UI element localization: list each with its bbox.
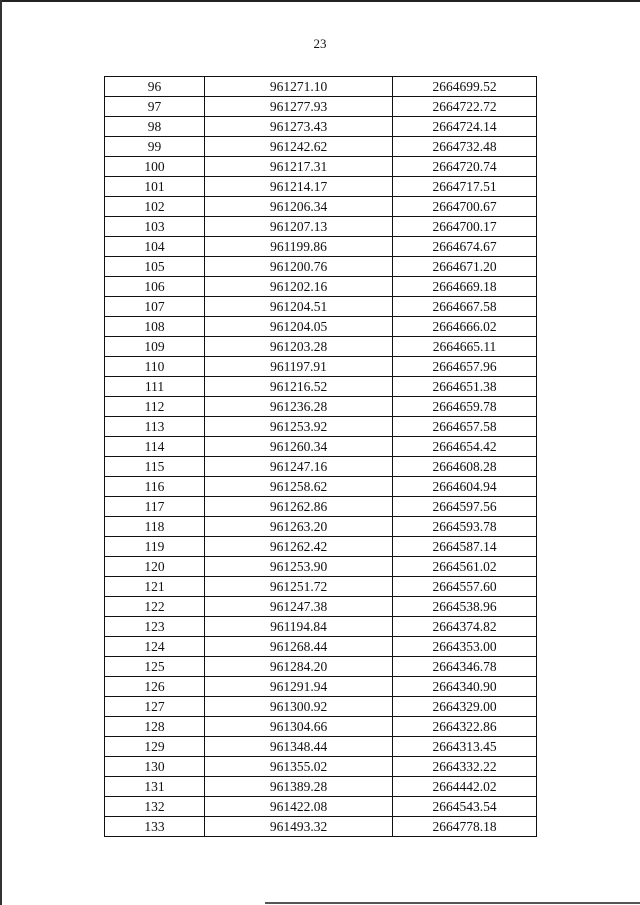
point-number-cell: 103 — [105, 217, 205, 237]
y-coordinate-cell: 2664659.78 — [393, 397, 537, 417]
y-coordinate-cell: 2664674.67 — [393, 237, 537, 257]
y-coordinate-cell: 2664322.86 — [393, 717, 537, 737]
y-coordinate-cell: 2664557.60 — [393, 577, 537, 597]
y-coordinate-cell: 2664732.48 — [393, 137, 537, 157]
y-coordinate-cell: 2664720.74 — [393, 157, 537, 177]
point-number-cell: 96 — [105, 77, 205, 97]
x-coordinate-cell: 961262.86 — [205, 497, 393, 517]
point-number-cell: 124 — [105, 637, 205, 657]
y-coordinate-cell: 2664699.52 — [393, 77, 537, 97]
y-coordinate-cell: 2664332.22 — [393, 757, 537, 777]
page-number: 23 — [313, 36, 327, 51]
table-row — [105, 797, 537, 817]
table-row — [105, 757, 537, 777]
point-number-cell: 114 — [105, 437, 205, 457]
y-coordinate-cell: 2664700.17 — [393, 217, 537, 237]
point-number-cell: 121 — [105, 577, 205, 597]
point-number-cell: 126 — [105, 677, 205, 697]
y-coordinate-cell: 2664666.02 — [393, 317, 537, 337]
point-number-cell: 129 — [105, 737, 205, 757]
point-number-cell: 105 — [105, 257, 205, 277]
y-coordinate-cell: 2664657.96 — [393, 357, 537, 377]
x-coordinate-cell: 961355.02 — [205, 757, 393, 777]
y-coordinate-cell: 2664561.02 — [393, 557, 537, 577]
y-coordinate-cell: 2664722.72 — [393, 97, 537, 117]
x-coordinate-cell: 961258.62 — [205, 477, 393, 497]
point-number-cell: 106 — [105, 277, 205, 297]
point-number-cell: 132 — [105, 797, 205, 817]
point-number-cell: 101 — [105, 177, 205, 197]
table-row — [105, 657, 537, 677]
point-number-cell: 104 — [105, 237, 205, 257]
y-coordinate-cell: 2664538.96 — [393, 597, 537, 617]
y-coordinate-cell: 2664657.58 — [393, 417, 537, 437]
y-coordinate-cell: 2664604.94 — [393, 477, 537, 497]
table-row — [105, 397, 537, 417]
y-coordinate-cell: 2664597.56 — [393, 497, 537, 517]
y-coordinate-cell: 2664669.18 — [393, 277, 537, 297]
y-coordinate-cell: 2664671.20 — [393, 257, 537, 277]
table-row — [105, 77, 537, 97]
table-row — [105, 337, 537, 357]
x-coordinate-cell: 961291.94 — [205, 677, 393, 697]
page-edge-top — [0, 0, 640, 2]
x-coordinate-cell: 961194.84 — [205, 617, 393, 637]
y-coordinate-cell: 2664665.11 — [393, 337, 537, 357]
table-row — [105, 637, 537, 657]
point-number-cell: 119 — [105, 537, 205, 557]
table-row — [105, 177, 537, 197]
x-coordinate-cell: 961204.51 — [205, 297, 393, 317]
y-coordinate-cell: 2664329.00 — [393, 697, 537, 717]
table-row — [105, 417, 537, 437]
table-row — [105, 557, 537, 577]
x-coordinate-cell: 961260.34 — [205, 437, 393, 457]
x-coordinate-cell: 961202.16 — [205, 277, 393, 297]
x-coordinate-cell: 961247.16 — [205, 457, 393, 477]
y-coordinate-cell: 2664700.67 — [393, 197, 537, 217]
point-number-cell: 120 — [105, 557, 205, 577]
y-coordinate-cell: 2664442.02 — [393, 777, 537, 797]
x-coordinate-cell: 961304.66 — [205, 717, 393, 737]
x-coordinate-cell: 961422.08 — [205, 797, 393, 817]
point-number-cell: 118 — [105, 517, 205, 537]
page-edge-left — [0, 0, 2, 905]
table-row — [105, 357, 537, 377]
x-coordinate-cell: 961247.38 — [205, 597, 393, 617]
table-row — [105, 297, 537, 317]
point-number-cell: 100 — [105, 157, 205, 177]
table-row — [105, 677, 537, 697]
x-coordinate-cell: 961204.05 — [205, 317, 393, 337]
table-row — [105, 777, 537, 797]
coordinates-table-body — [105, 77, 537, 837]
table-row — [105, 197, 537, 217]
x-coordinate-cell: 961242.62 — [205, 137, 393, 157]
x-coordinate-cell: 961300.92 — [205, 697, 393, 717]
point-number-cell: 110 — [105, 357, 205, 377]
point-number-cell: 97 — [105, 97, 205, 117]
y-coordinate-cell: 2664353.00 — [393, 637, 537, 657]
table-row — [105, 697, 537, 717]
table-row — [105, 817, 537, 837]
point-number-cell: 116 — [105, 477, 205, 497]
y-coordinate-cell: 2664651.38 — [393, 377, 537, 397]
table-row — [105, 237, 537, 257]
table-row — [105, 277, 537, 297]
x-coordinate-cell: 961263.20 — [205, 517, 393, 537]
coordinates-table — [104, 76, 537, 837]
x-coordinate-cell: 961348.44 — [205, 737, 393, 757]
point-number-cell: 125 — [105, 657, 205, 677]
x-coordinate-cell: 961284.20 — [205, 657, 393, 677]
table-row — [105, 597, 537, 617]
point-number-cell: 122 — [105, 597, 205, 617]
table-row — [105, 477, 537, 497]
point-number-cell: 123 — [105, 617, 205, 637]
table-row — [105, 437, 537, 457]
table-row — [105, 257, 537, 277]
x-coordinate-cell: 961203.28 — [205, 337, 393, 357]
x-coordinate-cell: 961262.42 — [205, 537, 393, 557]
x-coordinate-cell: 961236.28 — [205, 397, 393, 417]
x-coordinate-cell: 961199.86 — [205, 237, 393, 257]
x-coordinate-cell: 961277.93 — [205, 97, 393, 117]
table-row — [105, 497, 537, 517]
y-coordinate-cell: 2664346.78 — [393, 657, 537, 677]
y-coordinate-cell: 2664778.18 — [393, 817, 537, 837]
y-coordinate-cell: 2664313.45 — [393, 737, 537, 757]
y-coordinate-cell: 2664543.54 — [393, 797, 537, 817]
y-coordinate-cell: 2664587.14 — [393, 537, 537, 557]
table-row — [105, 457, 537, 477]
x-coordinate-cell: 961253.92 — [205, 417, 393, 437]
point-number-cell: 102 — [105, 197, 205, 217]
table-row — [105, 217, 537, 237]
point-number-cell: 109 — [105, 337, 205, 357]
x-coordinate-cell: 961253.90 — [205, 557, 393, 577]
x-coordinate-cell: 961200.76 — [205, 257, 393, 277]
x-coordinate-cell: 961271.10 — [205, 77, 393, 97]
point-number-cell: 133 — [105, 817, 205, 837]
y-coordinate-cell: 2664667.58 — [393, 297, 537, 317]
x-coordinate-cell: 961217.31 — [205, 157, 393, 177]
y-coordinate-cell: 2664374.82 — [393, 617, 537, 637]
x-coordinate-cell: 961206.34 — [205, 197, 393, 217]
table-row — [105, 97, 537, 117]
x-coordinate-cell: 961268.44 — [205, 637, 393, 657]
table-row — [105, 377, 537, 397]
x-coordinate-cell: 961273.43 — [205, 117, 393, 137]
point-number-cell: 113 — [105, 417, 205, 437]
x-coordinate-cell: 961251.72 — [205, 577, 393, 597]
table-row — [105, 737, 537, 757]
y-coordinate-cell: 2664608.28 — [393, 457, 537, 477]
x-coordinate-cell: 961389.28 — [205, 777, 393, 797]
page-edge-bottom — [265, 902, 640, 904]
table-row — [105, 717, 537, 737]
x-coordinate-cell: 961493.32 — [205, 817, 393, 837]
table-row — [105, 617, 537, 637]
point-number-cell: 108 — [105, 317, 205, 337]
point-number-cell: 112 — [105, 397, 205, 417]
point-number-cell: 115 — [105, 457, 205, 477]
table-row — [105, 317, 537, 337]
x-coordinate-cell: 961216.52 — [205, 377, 393, 397]
table-row — [105, 157, 537, 177]
point-number-cell: 107 — [105, 297, 205, 317]
table-row — [105, 537, 537, 557]
table-row — [105, 577, 537, 597]
point-number-cell: 99 — [105, 137, 205, 157]
point-number-cell: 131 — [105, 777, 205, 797]
y-coordinate-cell: 2664717.51 — [393, 177, 537, 197]
y-coordinate-cell: 2664654.42 — [393, 437, 537, 457]
y-coordinate-cell: 2664593.78 — [393, 517, 537, 537]
point-number-cell: 130 — [105, 757, 205, 777]
y-coordinate-cell: 2664340.90 — [393, 677, 537, 697]
x-coordinate-cell: 961197.91 — [205, 357, 393, 377]
point-number-cell: 128 — [105, 717, 205, 737]
table-row — [105, 517, 537, 537]
table-row — [105, 137, 537, 157]
y-coordinate-cell: 2664724.14 — [393, 117, 537, 137]
table-row — [105, 117, 537, 137]
point-number-cell: 127 — [105, 697, 205, 717]
point-number-cell: 111 — [105, 377, 205, 397]
point-number-cell: 117 — [105, 497, 205, 517]
point-number-cell: 98 — [105, 117, 205, 137]
x-coordinate-cell: 961207.13 — [205, 217, 393, 237]
x-coordinate-cell: 961214.17 — [205, 177, 393, 197]
